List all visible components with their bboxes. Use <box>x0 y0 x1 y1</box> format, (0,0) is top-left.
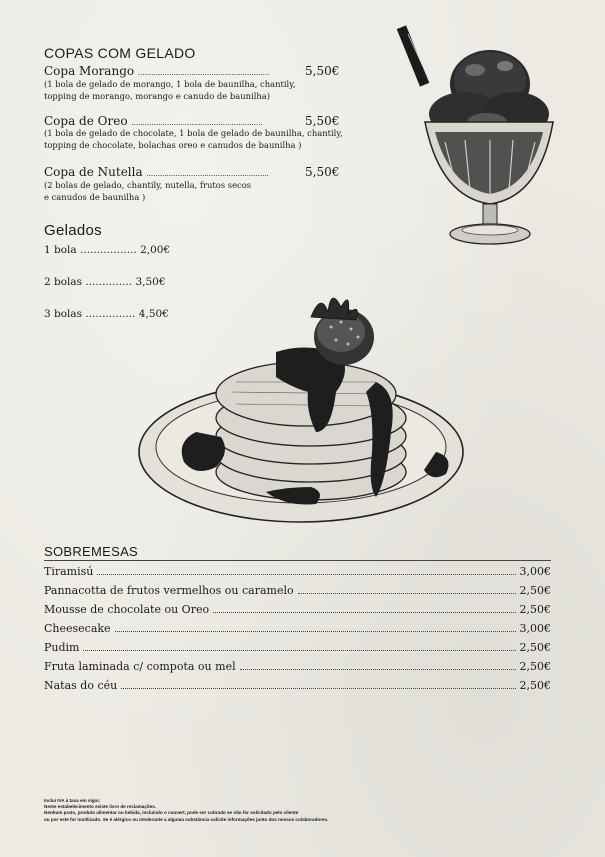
copa-nutella-desc <box>44 180 251 203</box>
footer-line: Nenhum prato, produto alimentar ou bebida, incluindo o couvert, pode ser cobrado se não for solicitado pelo cliente <box>44 810 299 816</box>
copa-morango-price: 5,50€ <box>305 64 340 78</box>
desc-line: e canudos de baunilha ) <box>44 191 146 202</box>
sobremesa-row <box>44 679 551 696</box>
copas-title: COPAS COM GELADO <box>44 45 196 61</box>
dot-leader <box>83 641 515 651</box>
item-name: Copa Morango <box>44 64 135 78</box>
footer-line: Inclui IVA à taxa em vigor. <box>44 798 101 803</box>
item-price: 2,50€ <box>519 584 551 597</box>
item-name: Copa de Oreo <box>44 114 128 128</box>
dot-leader: ....................................................... <box>146 170 269 178</box>
sobremesa-row <box>44 584 551 601</box>
copa-oreo-price: 5,50€ <box>305 114 340 128</box>
desc-line: (1 bola de gelado de chocolate, 1 bola de gelado de baunilha, chantily, <box>44 128 343 138</box>
item-name: Pudim <box>44 641 80 654</box>
dot-leader: ........................................................... <box>137 69 270 77</box>
footer-notes <box>44 798 328 823</box>
gelado-3-bolas: 3 bolas ............... 4,50€ <box>44 308 169 320</box>
divider <box>44 560 551 561</box>
copa-morango-desc <box>44 79 296 102</box>
copa-oreo-desc <box>44 128 343 151</box>
dot-leader <box>240 660 516 670</box>
sobremesa-row <box>44 622 551 639</box>
desc-line: topping de morango, morango e canudo de baunilha) <box>44 90 271 101</box>
item-price: 2,50€ <box>519 603 551 616</box>
item-name: Fruta laminada c/ compota ou mel <box>44 660 236 673</box>
footer-line: ou por este for inutilizado. Se é alérgico ou intolerante a alguma substância solicite informações junto dos nossos colaboradores. <box>44 816 329 822</box>
desc-line: topping de chocolate, bolachas oreo e canudos de baunilha ) <box>44 139 302 150</box>
item-price: 2,50€ <box>519 679 551 692</box>
item-name: Copa de Nutella <box>44 165 143 179</box>
pancakes-icon <box>136 282 466 530</box>
copa-nutella-price: 5,50€ <box>305 165 340 179</box>
desc-line: (1 bola de gelado de morango, 1 bola de baunilha, chantily, <box>44 79 296 89</box>
gelado-1-bola: 1 bola ................. 2,00€ <box>44 244 171 256</box>
sobremesa-row <box>44 660 551 677</box>
gelados-title: Gelados <box>44 222 102 239</box>
dot-leader <box>213 603 515 613</box>
item-price: 2,50€ <box>519 641 551 654</box>
item-name: Cheesecake <box>44 622 111 635</box>
footer-line: Neste estabelecimento existe livro de reclamações. <box>44 804 157 810</box>
sobremesa-row <box>44 641 551 658</box>
item-name: Pannacotta de frutos vermelhos ou caramelo <box>44 584 294 597</box>
item-price: 3,00€ <box>519 565 551 578</box>
item-name: Natas do céu <box>44 679 118 692</box>
gelado-2-bolas: 2 bolas .............. 3,50€ <box>44 276 166 288</box>
copa-nutella-item <box>44 165 269 179</box>
item-price: 3,00€ <box>519 622 551 635</box>
dot-leader: ........................................................... <box>131 119 263 127</box>
item-name: Tiramisú <box>44 565 94 578</box>
copa-morango-item <box>44 64 269 78</box>
dot-leader <box>115 622 516 632</box>
dot-leader <box>298 584 516 594</box>
sobremesa-row <box>44 603 551 620</box>
sobremesa-row <box>44 565 551 582</box>
item-price: 2,50€ <box>519 660 551 673</box>
dot-leader <box>97 565 515 575</box>
sobremesas-title: SOBREMESAS <box>44 544 139 559</box>
desc-line: (2 bolas de gelado, chantily, nutella, frutos secos <box>44 180 252 190</box>
dot-leader <box>121 679 515 689</box>
ice-cream-sundae-icon <box>395 22 565 257</box>
item-name: Mousse de chocolate ou Oreo <box>44 603 210 616</box>
copa-oreo-item <box>44 114 263 128</box>
